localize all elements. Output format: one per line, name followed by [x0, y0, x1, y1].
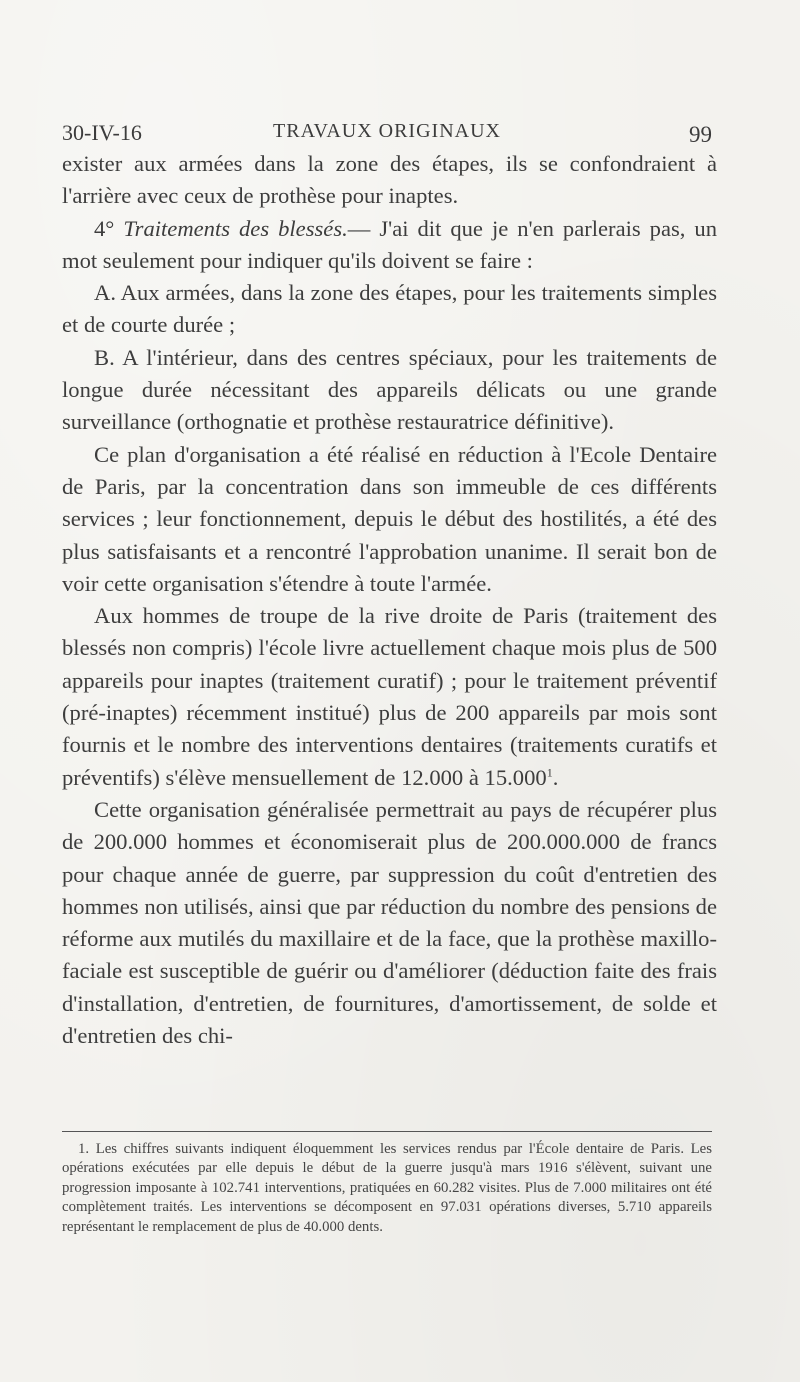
paragraph-end: . — [552, 764, 559, 790]
body-text — [62, 148, 717, 1052]
section-number: 4° — [94, 215, 115, 241]
running-title: TRAVAUX ORIGINAUX — [273, 120, 501, 142]
paragraph: B. A l'intérieur, dans des centres spéciaux, pour les traitements de longue durée nécessitant des appareils délicats ou une grande surveillance (orthognatie et prothèse restauratrice définitive). — [62, 344, 717, 435]
paragraph: Ce plan d'organisation a été réalisé en réduction à l'Ecole Dentaire de Paris, par la concentration dans son immeuble de ces différents services ; leur fonctionnement, depuis le début des hostilités, a été des plus satisfaisants et a rencontré l'approbation unanime. Il serait bon de voir cette organisation s'étendre à toute l'armée. — [62, 441, 717, 596]
running-head — [62, 120, 712, 150]
footnote: 1. Les chiffres suivants indiquent éloquemment les services rendus par l'École dentaire de Paris. Les opérations exécutées par elle depuis le début de la guerre jusqu'à mars 1916 s'élèvent, suivant une progression imposante à 102.741 interventions, pratiquées en 60.282 visites. Plus de 7.000 militaires ont été complètement traités. Les interventions se décomposent en 97.031 opérations diverses, 5.710 appareils représentant le remplacement de plus de 40.000 dents. — [62, 1141, 712, 1235]
footnote-divider — [62, 1131, 712, 1132]
paragraph-text: Aux hommes de troupe de la rive droite de Paris (traitement des blessés non compris) l'école livre actuellement chaque mois plus de 500 appareils pour inaptes (traitement curatif) ; pour le traitement préventif (pré-inaptes) récemment institué) plus de 200 appareils par mois sont fournis et le nombre des interventions dentaires (traitements curatifs et préventifs) s'élève mensuellement de 12.000 à 15.000 — [62, 603, 717, 790]
section-title: Traitements des blessés. — [123, 215, 348, 241]
page-number: 99 — [689, 122, 712, 147]
paragraph — [62, 600, 717, 794]
footnotes — [62, 1140, 712, 1237]
paragraph: A. Aux armées, dans la zone des étapes, pour les traitements simples et de courte durée ; — [62, 280, 717, 338]
paragraph-treatments — [62, 213, 717, 278]
paragraph: exister aux armées dans la zone des étapes, ils se confondraient à l'arrière avec ceux de prothèse pour inaptes. — [62, 151, 717, 209]
section-text: — J'ai dit que je n'en parlerais pas, un mot seulement pour indiquer qu'ils doivent se faire : — [62, 215, 717, 273]
paragraph: Cette organisation généralisée permettrait au pays de récupérer plus de 200.000 hommes et économiserait plus de 200.000.000 de francs pour chaque année de guerre, par suppression du coût d'entretien des hommes non utilisés, ainsi que par réduction du nombre des pensions de réforme aux mutilés du maxillaire et de la face, que la prothèse maxillo-faciale est susceptible de guérir ou d'améliorer (déduction faite des frais d'installation, d'entretien, de fournitures, d'amortissement, de solde et d'entretien des chi- — [62, 796, 717, 1049]
footnote-reference: 1 — [546, 765, 553, 780]
date-folio: 30-IV-16 — [62, 120, 142, 145]
